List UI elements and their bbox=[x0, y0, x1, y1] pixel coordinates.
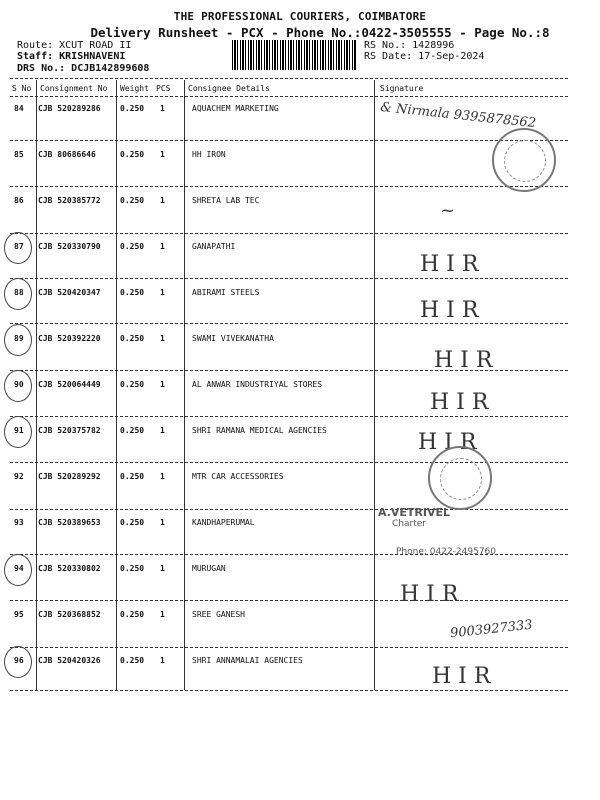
row-divider bbox=[10, 186, 568, 187]
row-pcs: 1 bbox=[160, 196, 165, 205]
row-signature: H I R bbox=[418, 430, 477, 455]
row-weight: 0.250 bbox=[120, 196, 145, 205]
col-weight-header: Weight bbox=[120, 84, 149, 93]
row-divider bbox=[10, 323, 568, 324]
row-pcs: 1 bbox=[160, 334, 165, 343]
row-divider bbox=[10, 278, 568, 279]
row-sno: 90 bbox=[14, 380, 24, 389]
row-consignment: CJB 520330790 bbox=[38, 242, 101, 251]
row-consignment: CJB 80686646 bbox=[38, 150, 96, 159]
row-weight: 0.250 bbox=[120, 426, 145, 435]
row-sno: 86 bbox=[14, 196, 24, 205]
col-pcs-header: PCS bbox=[156, 84, 171, 93]
row-weight: 0.250 bbox=[120, 334, 145, 343]
row-weight: 0.250 bbox=[120, 380, 145, 389]
row-sno: 88 bbox=[14, 288, 24, 297]
staff-label: Staff: KRISHNAVENI bbox=[17, 51, 126, 62]
col-consignee-header: Consignee Details bbox=[188, 84, 270, 93]
row-weight: 0.250 bbox=[120, 472, 145, 481]
row-pcs: 1 bbox=[160, 242, 165, 251]
row-sno: 93 bbox=[14, 518, 24, 527]
row-divider bbox=[10, 416, 568, 417]
row-signature-scribble: ~ bbox=[440, 200, 456, 221]
row-sno: 85 bbox=[14, 150, 24, 159]
row-consignment: CJB 520064449 bbox=[38, 380, 101, 389]
row-weight: 0.250 bbox=[120, 656, 145, 665]
row-pcs: 1 bbox=[160, 150, 165, 159]
row-sno: 96 bbox=[14, 656, 24, 665]
row-consignee: GANAPATHI bbox=[192, 242, 236, 251]
row-weight: 0.250 bbox=[120, 610, 145, 619]
row-sno: 91 bbox=[14, 426, 24, 435]
row-sno: 87 bbox=[14, 242, 24, 251]
col-consignment-header: Consignment No bbox=[40, 84, 108, 93]
delivery-seal-stamp bbox=[428, 446, 492, 510]
row-signature: & Nirmala 9395878562 bbox=[379, 99, 537, 132]
header-bottom-rule bbox=[10, 96, 568, 97]
row-sno: 89 bbox=[14, 334, 24, 343]
row-signature: H I R bbox=[430, 390, 489, 415]
rs-date: RS Date: 17-Sep-2024 bbox=[364, 51, 485, 62]
row-signature: H I R bbox=[400, 582, 459, 607]
row-consignment: CJB 520420326 bbox=[38, 656, 101, 665]
row-signature: H I R bbox=[420, 298, 479, 323]
row-divider bbox=[10, 140, 568, 141]
row-consignee: SREE GANESH bbox=[192, 610, 245, 619]
rs-number: RS No.: 1428996 bbox=[364, 40, 455, 51]
runsheet-subtitle: Delivery Runsheet - PCX - Phone No.:0422-3505555 - Page No.:8 bbox=[90, 25, 550, 40]
row-consignee: SHRI ANNAMALAI AGENCIES bbox=[192, 656, 303, 665]
row-consignment: CJB 520289286 bbox=[38, 104, 101, 113]
company-seal-stamp bbox=[492, 128, 556, 192]
barcode bbox=[232, 40, 356, 70]
drs-number: DRS No.: DCJB142899608 bbox=[17, 63, 150, 74]
seal-inner-ring bbox=[440, 458, 482, 500]
row-pcs: 1 bbox=[160, 380, 165, 389]
row-consignment: CJB 520289292 bbox=[38, 472, 101, 481]
col-sno-header: S No bbox=[12, 84, 32, 93]
row-sno: 92 bbox=[14, 472, 24, 481]
vetrivel-stamp bbox=[378, 506, 558, 557]
row-pcs: 1 bbox=[160, 518, 165, 527]
table-row bbox=[0, 652, 600, 699]
row-consignee: SWAMI VIVEKANATHA bbox=[192, 334, 274, 343]
row-pcs: 1 bbox=[160, 472, 165, 481]
row-consignment: CJB 520375782 bbox=[38, 426, 101, 435]
header-top-rule bbox=[10, 78, 568, 79]
row-weight: 0.250 bbox=[120, 288, 145, 297]
row-pcs: 1 bbox=[160, 656, 165, 665]
row-signature: H I R bbox=[420, 252, 479, 277]
stamp-name: A.VETRIVEL bbox=[378, 506, 451, 519]
row-consignee: MTR CAR ACCESSORIES bbox=[192, 472, 284, 481]
row-consignment: CJB 520389653 bbox=[38, 518, 101, 527]
row-weight: 0.250 bbox=[120, 242, 145, 251]
row-consignee: AL ANWAR INDUSTRIYAL STORES bbox=[192, 380, 323, 389]
company-title: THE PROFESSIONAL COURIERS, COIMBATORE bbox=[173, 10, 427, 23]
row-consignee: KANDHAPERUMAL bbox=[192, 518, 255, 527]
row-pcs: 1 bbox=[160, 426, 165, 435]
row-consignment: CJB 520420347 bbox=[38, 288, 101, 297]
row-consignee: SHRETA LAB TEC bbox=[192, 196, 260, 205]
row-weight: 0.250 bbox=[120, 518, 145, 527]
row-pcs: 1 bbox=[160, 610, 165, 619]
row-consignee: AQUACHEM MARKETING bbox=[192, 104, 279, 113]
row-pcs: 1 bbox=[160, 564, 165, 573]
row-consignment: CJB 520392220 bbox=[38, 334, 101, 343]
row-consignment: CJB 520368852 bbox=[38, 610, 101, 619]
row-sno: 94 bbox=[14, 564, 24, 573]
row-weight: 0.250 bbox=[120, 564, 145, 573]
row-consignee: SHRI RAMANA MEDICAL AGENCIES bbox=[192, 426, 327, 435]
row-consignee: HH IRON bbox=[192, 150, 226, 159]
row-consignee: ABIRAMI STEELS bbox=[192, 288, 260, 297]
row-sno: 84 bbox=[14, 104, 24, 113]
row-consignment: CJB 520330802 bbox=[38, 564, 101, 573]
row-signature: 9003927333 bbox=[449, 617, 534, 642]
route-label: Route: XCUT ROAD II bbox=[17, 40, 132, 51]
row-signature: H I R bbox=[434, 348, 493, 373]
row-pcs: 1 bbox=[160, 288, 165, 297]
table-row bbox=[0, 606, 600, 653]
row-pcs: 1 bbox=[160, 104, 165, 113]
row-weight: 0.250 bbox=[120, 104, 145, 113]
row-consignee: MURUGAN bbox=[192, 564, 226, 573]
table-row bbox=[0, 192, 600, 239]
stamp-phone: Phone: 0422-2495760 bbox=[396, 547, 497, 557]
row-divider bbox=[10, 600, 568, 601]
row-divider bbox=[10, 370, 568, 371]
row-consignment: CJB 520385772 bbox=[38, 196, 101, 205]
row-signature: H I R bbox=[432, 664, 491, 689]
row-divider bbox=[10, 647, 568, 648]
seal-inner-ring bbox=[504, 140, 546, 182]
row-divider bbox=[10, 690, 568, 691]
col-signature-header: Signature bbox=[380, 84, 424, 93]
row-divider bbox=[10, 233, 568, 234]
row-weight: 0.250 bbox=[120, 150, 145, 159]
row-sno: 95 bbox=[14, 610, 24, 619]
stamp-role: Charter bbox=[392, 519, 426, 529]
